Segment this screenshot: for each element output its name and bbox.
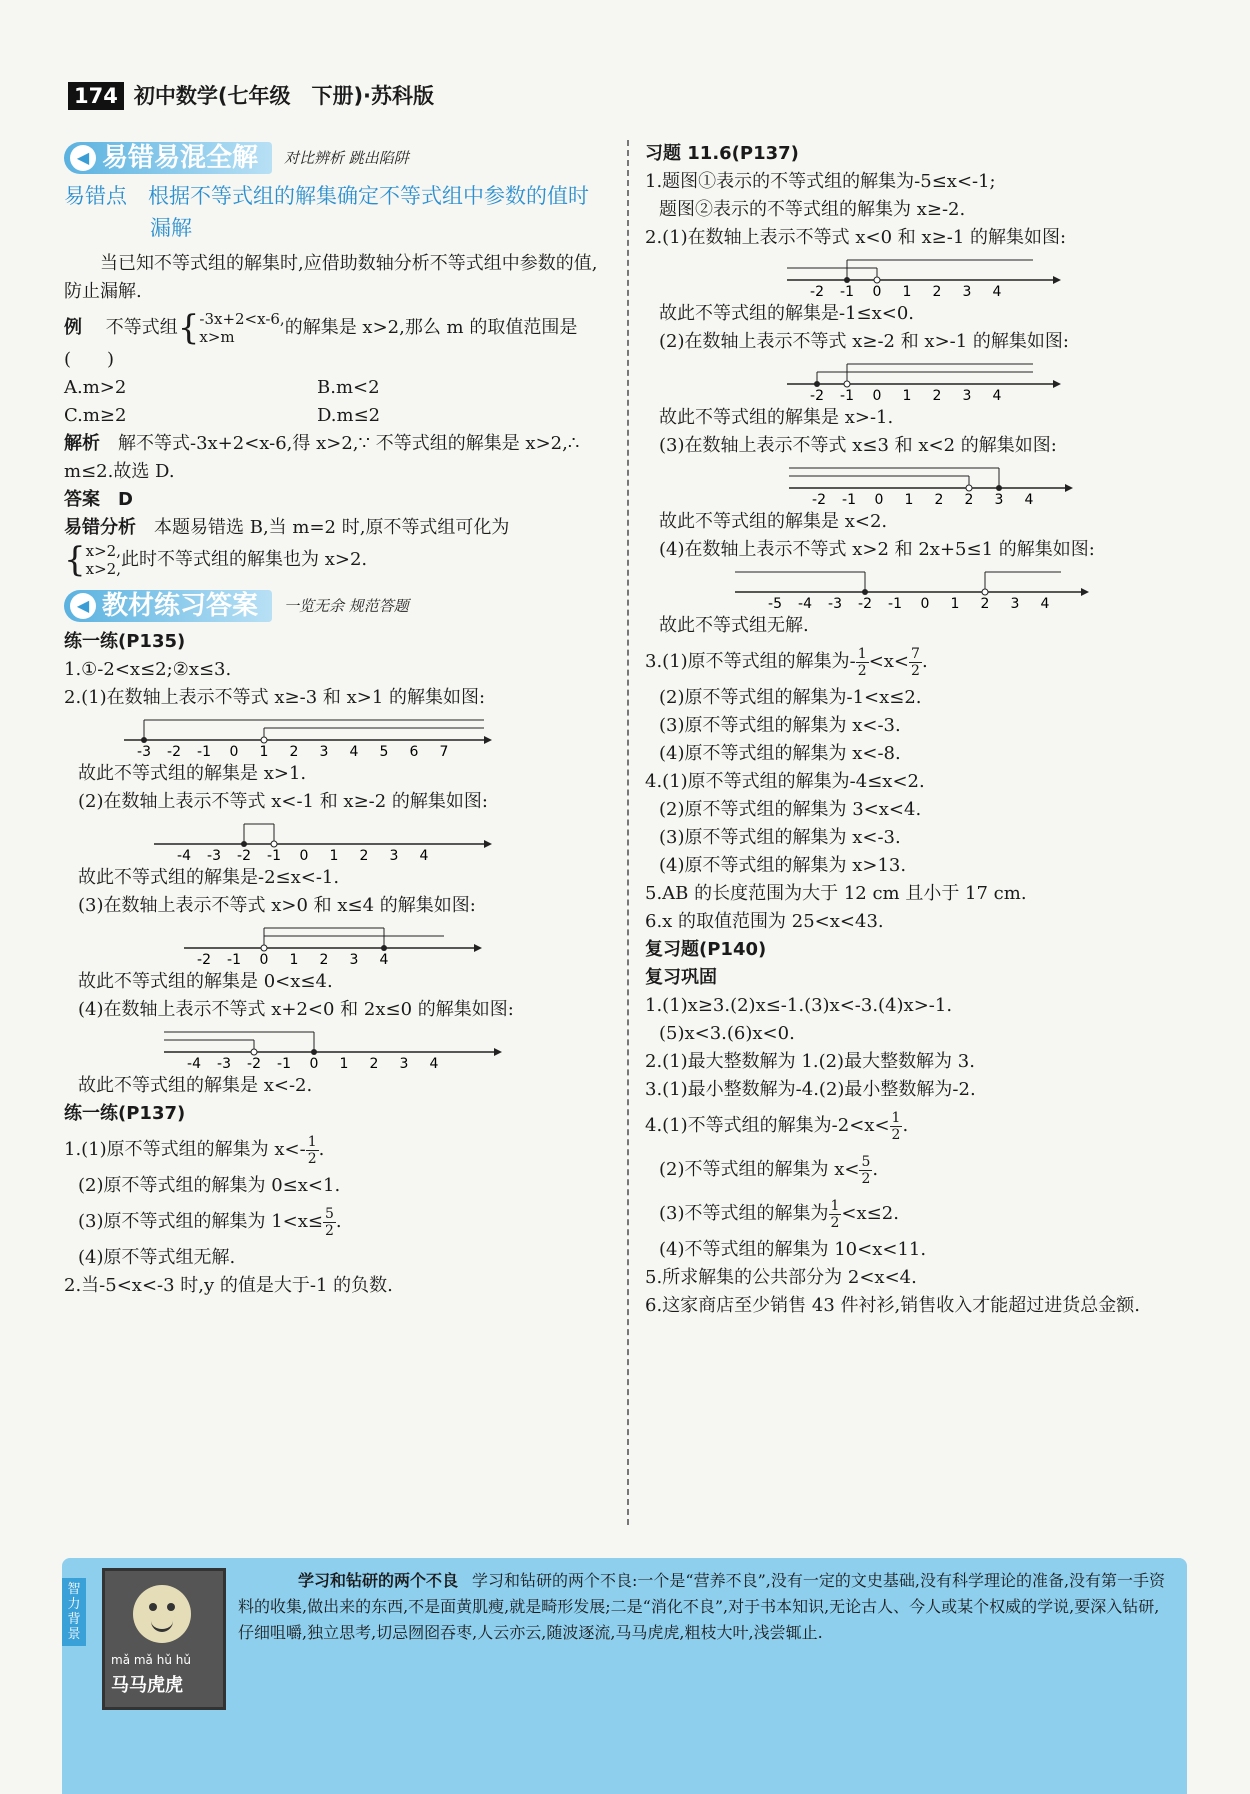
svg-text:2: 2 <box>289 744 299 758</box>
cartoon-image <box>102 1568 226 1710</box>
svg-text:4: 4 <box>419 848 429 862</box>
svg-text:-3: -3 <box>137 744 151 758</box>
review-q1b: (5)x<3.(6)x<0. <box>659 1023 795 1044</box>
svg-text:-2: -2 <box>858 596 872 610</box>
section-banner-answers <box>64 590 609 622</box>
svg-text:6: 6 <box>409 744 419 758</box>
ex116-q2-4: (4)在数轴上表示不等式 x>2 和 2x+5≤1 的解集如图: <box>659 539 1095 560</box>
svg-text:1: 1 <box>902 284 912 298</box>
number-line <box>154 1026 534 1070</box>
number-line <box>783 358 1083 402</box>
ex116-q2-1-answer: 故此不等式组的解集是-1≤x<0. <box>659 303 915 324</box>
review-q2: 2.(1)最大整数解为 1.(2)最大整数解为 3. <box>645 1051 975 1072</box>
svg-text:2: 2 <box>980 596 990 610</box>
svg-text:5: 5 <box>379 744 389 758</box>
p135-q2-2-answer: 故此不等式组的解集是-2≤x<-1. <box>78 867 340 888</box>
svg-text:1: 1 <box>904 492 914 506</box>
svg-text:4: 4 <box>1040 596 1050 610</box>
review-q4-4: (4)不等式组的解集为 10<x<11. <box>659 1239 927 1260</box>
svg-text:7: 7 <box>439 744 449 758</box>
number-line <box>144 818 524 862</box>
svg-text:2: 2 <box>369 1056 379 1070</box>
svg-text:0: 0 <box>874 492 884 506</box>
number-line <box>731 566 1111 610</box>
svg-text:-1: -1 <box>840 284 854 298</box>
svg-text:-1: -1 <box>227 952 241 966</box>
footer-text <box>238 1568 1173 1646</box>
svg-text:0: 0 <box>309 1056 319 1070</box>
column-divider <box>627 140 629 1525</box>
ex116-q2-2: (2)在数轴上表示不等式 x≥-2 和 x>-1 的解集如图: <box>659 331 1069 352</box>
svg-text:4: 4 <box>992 388 1002 402</box>
number-line <box>785 462 1085 506</box>
svg-text:1: 1 <box>339 1056 349 1070</box>
section-subtitle: 对比辨析 跳出陷阱 <box>284 149 409 167</box>
p135-q2-4-answer: 故此不等式组的解集是 x<-2. <box>78 1075 313 1096</box>
svg-text:-2: -2 <box>167 744 181 758</box>
svg-text:2: 2 <box>964 492 974 506</box>
svg-text:0: 0 <box>920 596 930 610</box>
p137-q1-3: (3)原不等式组的解集为 1<x≤ $\frac{5}{2}$ . <box>78 1205 342 1239</box>
review-q5: 5.所求解集的公共部分为 2<x<4. <box>645 1267 917 1288</box>
example-label: 例 <box>64 317 82 338</box>
svg-text:-2: -2 <box>812 492 826 506</box>
svg-text:-4: -4 <box>798 596 812 610</box>
ex116-q6: 6.x 的取值范围为 25<x<43. <box>645 911 884 932</box>
footer-body: 学习和钻研的两个不良:一个是“营养不良”,没有一定的文史基础,没有科学理论的准备,没有第一手资料的收集,做出来的东西,不是面黄肌瘦,就是畸形发展;二是“消化不良”,对于书本知识,无论古人、今人或某个权威的学说,要深入钻研,仔细咀嚼,独立思考,切忌囫囵吞枣,人云亦云,随波逐流,马马虎虎,粗枝大叶,浅尝辄止. <box>238 1571 1166 1642</box>
ex116-q3-1: 3.(1)原不等式组的解集为- $\frac{1}{2}$ <x< $\frac{7}{2}$ . <box>645 645 928 679</box>
svg-text:4: 4 <box>429 1056 439 1070</box>
svg-text:-3: -3 <box>828 596 842 610</box>
ex116-q2-2-answer: 故此不等式组的解集是 x>-1. <box>659 407 894 428</box>
option-c: C.m≥2 <box>64 405 127 426</box>
p135-q2-4: (4)在数轴上表示不等式 x+2<0 和 2x≤0 的解集如图: <box>78 999 514 1020</box>
footer-title: 学习和钻研的两个不良 <box>298 1571 459 1590</box>
ex116-q5: 5.AB 的长度范围为大于 12 cm 且小于 17 cm. <box>645 883 1027 904</box>
svg-text:3: 3 <box>962 388 972 402</box>
example <box>64 308 740 374</box>
page-number: 174 <box>68 82 124 110</box>
svg-text:3: 3 <box>389 848 399 862</box>
svg-text:0: 0 <box>872 284 882 298</box>
section-banner-errors <box>64 142 609 174</box>
review-q4-3: (3)不等式组的解集为 $\frac{1}{2}$ <x≤2. <box>659 1197 899 1231</box>
review-q1a: 1.(1)x≥3.(2)x≤-1.(3)x<-3.(4)x>-1. <box>645 995 953 1016</box>
p137-heading: 练一练(P137) <box>64 1103 186 1124</box>
ex116-q4-2: (2)原不等式组的解集为 3<x<4. <box>659 799 922 820</box>
review-q6: 6.这家商店至少销售 43 件衬衫,销售收入才能超过进货总金额. <box>645 1295 1140 1316</box>
review-heading: 复习题(P140) <box>645 939 767 960</box>
svg-text:-2: -2 <box>810 388 824 402</box>
svg-text:-5: -5 <box>768 596 782 610</box>
svg-text:-2: -2 <box>197 952 211 966</box>
book-title: 初中数学(七年级 下册)·苏科版 <box>133 84 435 108</box>
system: -3x+2<x-6, x>m <box>199 310 285 346</box>
svg-text:0: 0 <box>872 388 882 402</box>
svg-text:3: 3 <box>349 952 359 966</box>
number-line <box>114 714 494 758</box>
review-q4-2: (2)不等式组的解集为 x< $\frac{5}{2}$ . <box>659 1153 879 1187</box>
svg-text:4: 4 <box>349 744 359 758</box>
p135-q2-3: (3)在数轴上表示不等式 x>0 和 x≤4 的解集如图: <box>78 895 476 916</box>
intro-paragraph: 当已知不等式组的解集时,应借助数轴分析不等式组中参数的值,防止漏解. <box>64 253 598 302</box>
error-analysis: 易错分析 本题易错选 B,当 m=2 时,原不等式组可化为 <box>64 517 510 538</box>
ex116-heading: 习题 11.6(P137) <box>645 143 799 164</box>
section-subtitle: 一览无余 规范答题 <box>284 597 409 615</box>
svg-text:-1: -1 <box>277 1056 291 1070</box>
svg-text:4: 4 <box>379 952 389 966</box>
page-header <box>68 80 434 110</box>
ex116-q1a: 1.题图①表示的不等式组的解集为-5≤x<-1; <box>645 171 996 192</box>
svg-text:2: 2 <box>932 388 942 402</box>
number-line <box>783 254 1083 298</box>
ex116-q4-1: 4.(1)原不等式组的解集为-4≤x<2. <box>645 771 925 792</box>
svg-text:-1: -1 <box>197 744 211 758</box>
svg-text:-4: -4 <box>187 1056 201 1070</box>
face-icon <box>133 1585 191 1643</box>
p137-q1-2: (2)原不等式组的解集为 0≤x<1. <box>78 1175 341 1196</box>
review-q3: 3.(1)最小整数解为-4.(2)最小整数解为-2. <box>645 1079 976 1100</box>
ex116-q3-4: (4)原不等式组的解集为 x<-8. <box>659 743 901 764</box>
review-q4-1: 4.(1)不等式组的解集为-2<x< $\frac{1}{2}$ . <box>645 1109 909 1143</box>
svg-text:-2: -2 <box>247 1056 261 1070</box>
svg-text:-2: -2 <box>810 284 824 298</box>
svg-text:3: 3 <box>1010 596 1020 610</box>
p135-q2-2: (2)在数轴上表示不等式 x<-1 和 x≥-2 的解集如图: <box>78 791 488 812</box>
ex116-q2-1: 2.(1)在数轴上表示不等式 x<0 和 x≥-1 的解集如图: <box>645 227 1067 248</box>
svg-text:-3: -3 <box>207 848 221 862</box>
svg-text:-1: -1 <box>267 848 281 862</box>
svg-text:0: 0 <box>259 952 269 966</box>
ex116-q2-4-answer: 故此不等式组无解. <box>659 615 809 636</box>
p135-q2-3-answer: 故此不等式组的解集是 0<x≤4. <box>78 971 333 992</box>
svg-text:1: 1 <box>289 952 299 966</box>
svg-text:-1: -1 <box>888 596 902 610</box>
p135-q1: 1.①-2<x≤2;②x≤3. <box>64 659 232 680</box>
svg-text:1: 1 <box>329 848 339 862</box>
svg-text:1: 1 <box>902 388 912 402</box>
svg-text:2: 2 <box>932 284 942 298</box>
svg-text:0: 0 <box>299 848 309 862</box>
section-title: 易错易混全解 <box>102 143 259 173</box>
svg-text:1: 1 <box>259 744 269 758</box>
section-title: 教材练习答案 <box>102 591 259 621</box>
idiom-caption: 马马虎虎 <box>111 1675 183 1696</box>
p137-q1-4: (4)原不等式组无解. <box>78 1247 236 1268</box>
option-b: B.m<2 <box>317 377 380 398</box>
pinyin: mǎ mǎ hǔ hǔ <box>111 1653 191 1667</box>
analysis: 解析 解不等式-3x+2<x-6,得 x>2,∵ 不等式组的解集是 x>2,∴ m≤2.故选 D. <box>64 433 580 482</box>
svg-text:3: 3 <box>319 744 329 758</box>
svg-text:1: 1 <box>950 596 960 610</box>
svg-text:2: 2 <box>359 848 369 862</box>
svg-text:3: 3 <box>994 492 1004 506</box>
error-system: { x>2, x>2, 此时不等式组的解集也为 x>2. <box>64 540 368 580</box>
ex116-q1b: 题图②表示的不等式组的解集为 x≥-2. <box>659 199 966 220</box>
svg-text:-4: -4 <box>177 848 191 862</box>
svg-text:-1: -1 <box>842 492 856 506</box>
answer: 答案 D <box>64 489 133 510</box>
svg-text:3: 3 <box>962 284 972 298</box>
footer-panel <box>62 1558 1187 1794</box>
p137-q1-1: 1.(1)原不等式组的解集为 x<- $\frac{1}{2}$ . <box>64 1133 325 1167</box>
svg-text:4: 4 <box>992 284 1002 298</box>
options <box>64 374 609 430</box>
svg-text:4: 4 <box>1024 492 1034 506</box>
ex116-q4-3: (3)原不等式组的解集为 x<-3. <box>659 827 901 848</box>
footer-tag: 智力背景 <box>62 1578 86 1646</box>
example-post: 的解集是 x>2,那么 m 的取值范围是 ( ) <box>64 317 740 370</box>
svg-text:-1: -1 <box>840 388 854 402</box>
svg-text:2: 2 <box>934 492 944 506</box>
p135-heading: 练一练(P135) <box>64 631 186 652</box>
megaphone-icon: ◀ <box>70 145 96 171</box>
p137-q2: 2.当-5<x<-3 时,y 的值是大于-1 的负数. <box>64 1275 393 1296</box>
ex116-q3-2: (2)原不等式组的解集为-1<x≤2. <box>659 687 922 708</box>
right-column <box>645 140 1190 1320</box>
p135-q2-1: 2.(1)在数轴上表示不等式 x≥-3 和 x>1 的解集如图: <box>64 687 486 708</box>
svg-text:2: 2 <box>319 952 329 966</box>
svg-text:-3: -3 <box>217 1056 231 1070</box>
brace: { <box>177 308 200 348</box>
error-point-title: 易错点 根据不等式组的解集确定不等式组中参数的值时漏解 <box>64 184 589 240</box>
option-a: A.m>2 <box>64 377 127 398</box>
number-line <box>174 922 554 966</box>
p135-q2-1-answer: 故此不等式组的解集是 x>1. <box>78 763 307 784</box>
ex116-q2-3-answer: 故此不等式组的解集是 x<2. <box>659 511 888 532</box>
ex116-q2-3: (3)在数轴上表示不等式 x≤3 和 x<2 的解集如图: <box>659 435 1057 456</box>
svg-text:3: 3 <box>399 1056 409 1070</box>
ex116-q4-4: (4)原不等式组的解集为 x>13. <box>659 855 907 876</box>
example-pre: 不等式组 <box>105 317 178 338</box>
svg-text:0: 0 <box>229 744 239 758</box>
ex116-q3-3: (3)原不等式组的解集为 x<-3. <box>659 715 901 736</box>
svg-text:-2: -2 <box>237 848 251 862</box>
megaphone-icon: ◀ <box>70 593 96 619</box>
review-subheading: 复习巩固 <box>645 967 717 988</box>
option-d: D.m≤2 <box>317 405 381 426</box>
